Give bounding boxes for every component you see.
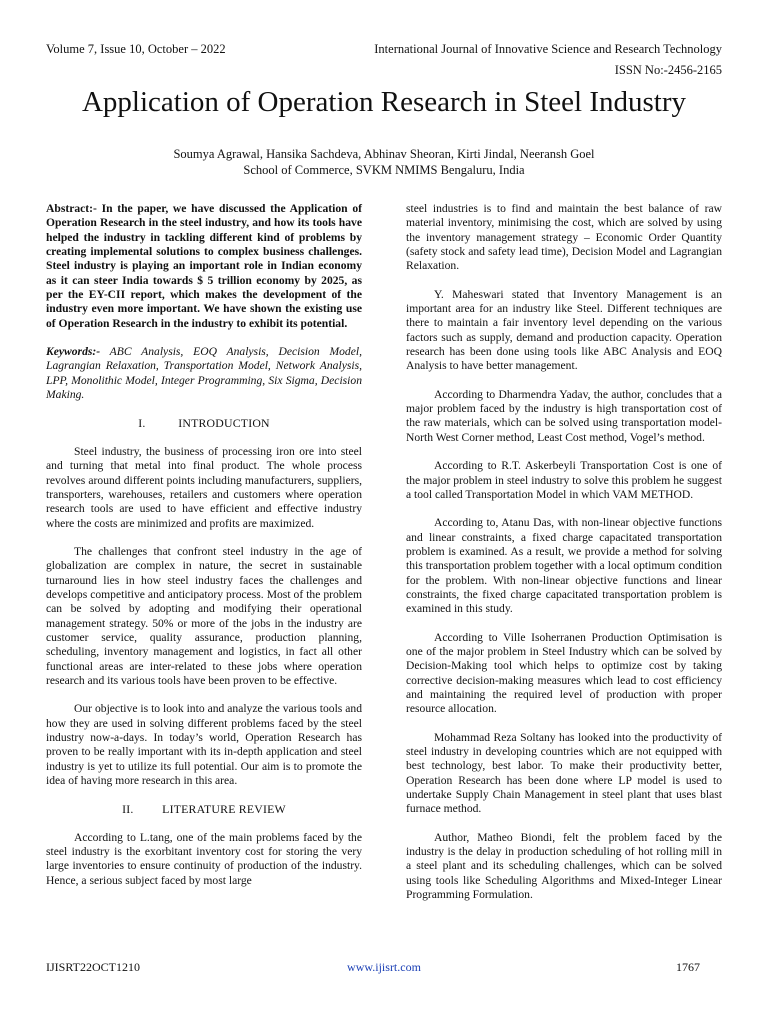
author-list: Soumya Agrawal, Hansika Sachdeva, Abhinav Sheoran, Kirti Jindal, Neeransh Goel (173, 147, 595, 161)
issn: ISSN No:-2456-2165 (614, 63, 722, 77)
affiliation: School of Commerce, SVKM NMIMS Bengaluru, India (243, 163, 525, 177)
section-heading-introduction (46, 416, 362, 430)
section-title: INTRODUCTION (178, 416, 270, 431)
literature-paragraph: According to R.T. Askerbeyli Transportation Cost is one of the major problem in steel industry to solve this problem he suggest a tool called Transportation Model in which VAM METHOD. (406, 459, 722, 501)
keywords-label: Keywords:- (46, 345, 101, 359)
literature-paragraph: According to Dharmendra Yadav, the author, concludes that a major problem faced by the industry is high transportation cost of the raw materials, which can be solved using transportation model- North West Corner method, Least Cost method, Vogel’s method. (406, 387, 722, 444)
journal-name: International Journal of Innovative Science and Research Technology (374, 42, 722, 56)
keywords (46, 345, 362, 402)
literature-paragraph: Y. Maheswari stated that Inventory Management is an important area for an industry like Steel. Different techniques are there to maintain a fair inventory level depending on the various factors such as supply, demand and production capacity. Operation research has been done using tools like ABC Analysis and EOQ Analysis to have better management. (406, 287, 722, 373)
intro-paragraph: Steel industry, the business of processing iron ore into steel and turning that metal into final product. The whole process revolves around different points including manufacturers, suppliers, transporters, warehouses, retailers and customers where operation research tools are used to have efficient and effective industry where the costs are minimized and profits are maximized. (46, 444, 362, 530)
section-number: II. (122, 802, 134, 817)
paper-code: IJISRT22OCT1210 (46, 960, 140, 974)
literature-paragraph: Author, Matheo Biondi, felt the problem faced by the industry is the delay in production scheduling of hot rolling mill in a steel plant and its scheduling challenges, which can be solved using tools like Scheduling Algorithms and Mixed-Integer Linear Programming Formulation. (406, 830, 722, 902)
intro-paragraph: The challenges that confront steel industry in the age of globalization are complex in nature, the secret in sustainable turnaround lies in how steel industry faces the challenges and develops competitive and anticipatory process. Most of the problem can be solved by adopting and modifying their operational management strategy. 50% or more of the jobs in the industry are customer service, quality assurance, production planning, scheduling, inventory management and logistics, in fact all other functional areas are inter-related to these jobs where operation research and its various tools have been proven to be effective. (46, 544, 362, 687)
left-column (46, 202, 362, 902)
intro-paragraph: Our objective is to look into and analyze the various tools and how they are used in solving different problems faced by the steel industry now-a-days. In today’s world, Operation Research has proven to be really important with its in-depth application and steel industry is yet to utilize its full potential. Our aim is to promote the idea of having more research in this area. (46, 702, 362, 788)
keywords-text: ABC Analysis, EOQ Analysis, Decision Model, Lagrangian Relaxation, Transportation Model, Network Analysis, LPP, Monolithic Model, Integer Programming, Six Sigma, Decision Making. (46, 345, 362, 402)
paper-title: Application of Operation Research in Steel Industry (81, 86, 686, 118)
section-number: I. (138, 416, 146, 431)
literature-paragraph: Mohammad Reza Soltany has looked into the productivity of steel industry in developing countries which are not equipped with best technology, best labor. To make their productivity better, Operation Research has been done where LP model is used to undertake Supply Chain Management in steel plant that uses blast furnace method. (406, 730, 722, 816)
journal-url-link[interactable]: www.ijisrt.com (347, 960, 421, 974)
abstract: Abstract:- In the paper, we have discussed the Application of Operation Research in the steel industry, and how its tools have helped the industry in tackling different kind of problems by creating implemental solutions to complex business challenges. Steel industry is playing an important role in Indian economy as it can steer India towards $ 5 trillion economy by 2025, as per the EY-CII report, which makes the development of the industry even more important. We have shown the existing use of Operation Research in the industry to exhibit its potential. (46, 202, 362, 330)
page-number: 1767 (676, 960, 700, 974)
section-title: LITERATURE REVIEW (162, 802, 286, 817)
right-column (406, 202, 722, 916)
literature-paragraph-continued: steel industries is to find and maintain the best balance of raw material inventory, minimising the cost, which are solved by using the inventory management strategy – Economic Order Quantity (safety stock and safety lead time), Decision Model and Lagrangian Relaxation. (406, 202, 722, 273)
author-block (0, 146, 768, 178)
volume-info: Volume 7, Issue 10, October – 2022 (46, 42, 226, 56)
literature-paragraph: According to, Atanu Das, with non-linear objective functions and linear constraints, a fixed charge capacitated transportation problem is examined. As a result, we provide a method for solving this transportation problem together with a local optimum condition for the problem. With non-linear objective functions and linear constraints, the fixed charge capacitated transportation problem is examined in this study. (406, 516, 722, 616)
section-heading-literature-review (46, 802, 362, 816)
literature-paragraph: According to Ville Isoherranen Production Optimisation is one of the major problem in Steel Industry which can be solved by Decision-Making tool which helps to optimize cost by taking corrective decision-making measures which lead to cost efficiency and maintaining the required level of production with proper resource allocation. (406, 630, 722, 716)
literature-paragraph: According to L.tang, one of the main problems faced by the steel industry is the exorbitant inventory cost for storing the very large inventories to ensure continuity of production of the industry. Hence, a serious subject faced by most large (46, 830, 362, 887)
